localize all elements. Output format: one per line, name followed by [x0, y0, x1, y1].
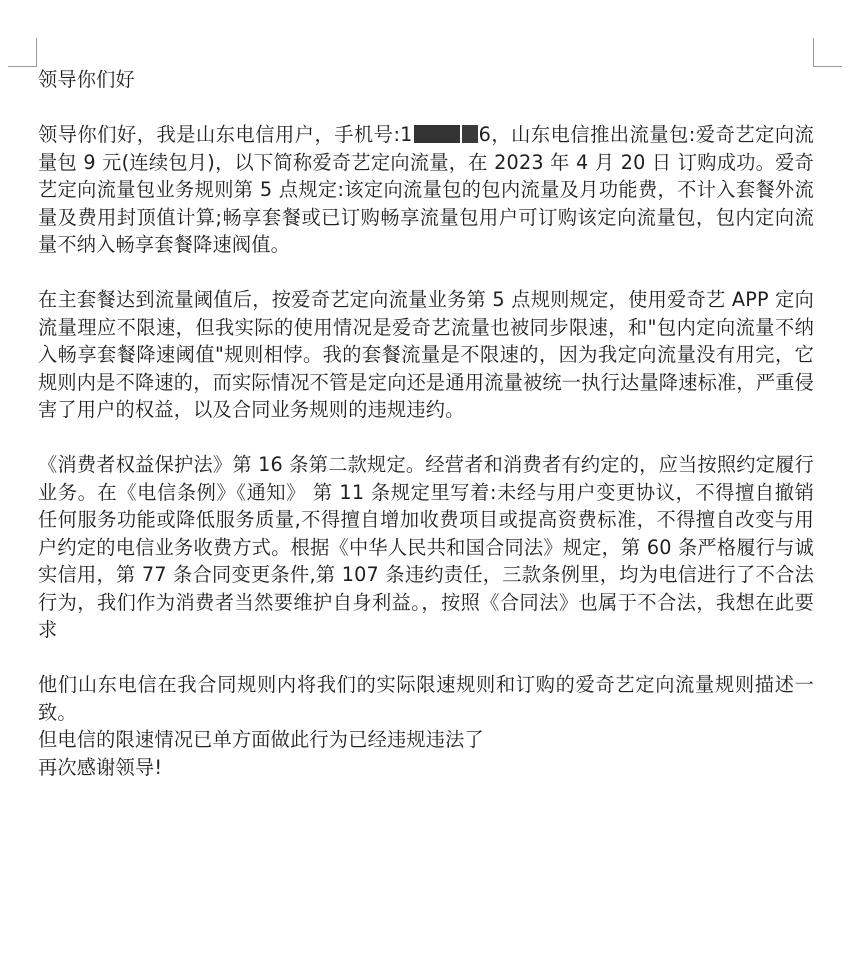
phone-redaction-block — [462, 125, 478, 143]
paragraph-subscription — [38, 121, 814, 259]
paragraph-request: 他们山东电信在我合同规则内将我们的实际限速规则和订购的爱奇艺定向流量规则描述一致。 — [38, 673, 814, 724]
paragraph-throttling-issue: 在主套餐达到流量阈值后，按爱奇艺定向流量业务第 5 点规则规定，使用爱奇艺 APP 定向流量理应不限速，但我实际的使用情况是爱奇艺流量也被同步限速，和"包内定向流量不纳入畅享套餐降速阈值"规则相悖。我的套餐流量是不限速的，因为我定向流量没有用完，它规则内是不降速的，而实际情况不管是定向还是通用流量被统一执行达量降速标准，严重侵害了用户的权益，以及合同业务规则的违规违约。 — [38, 288, 814, 421]
paragraph-violation-statement: 但电信的限速情况已单方面做此行为已经违规违法了 — [38, 728, 484, 751]
paragraph-subscription-rest: 向流量，在 2023 年 4 月 20 日 订购成功。爱奇艺定向流量包业务规则第 5 点规定:该定向流量包的包内流量及月功能费，不计入套餐外流量及费用封顶值计算;畅享套餐或已订购畅享流量包用户可订购该定向流量包，包内定向流量不纳入畅享套餐降速阀值。 — [38, 150, 815, 256]
paragraph-spacer — [38, 424, 814, 452]
document-body — [38, 66, 814, 781]
paragraph-spacer — [38, 94, 814, 122]
paragraph-subscription-middle: ，山东电信推出流量包:爱奇艺定向流量包 9 元(连续包月)，以下简称爱奇艺定 — [38, 123, 814, 174]
paragraph-spacer — [38, 259, 814, 287]
phone-number-tail: 6 — [478, 123, 491, 146]
paragraph-subscription-intro: 领导你们好，我是山东电信用户，手机号:1 — [38, 123, 413, 146]
page-corner-mark-top-right — [813, 38, 842, 67]
paragraph-spacer — [38, 644, 814, 672]
closing-thanks: 再次感谢领导! — [38, 755, 163, 779]
phone-redaction-block — [414, 125, 460, 143]
page-corner-mark-top-left — [8, 38, 37, 67]
paragraph-legal-basis: 《消费者权益保护法》第 16 条第二款规定。经营者和消费者有约定的，应当按照约定履行业务。在《电信条例》《通知》 第 11 条规定里写着:未经与用户变更协议，不得擅自撤销任何服务功能或降低服务质量,不得擅自增加收费项目或提高资费标准，不得擅自改变与用户约定的电信业务收费方式。根据《中华人民共和国合同法》规定，第 60 条严格履行与诚实信用，第 77 条合同变更条件,第 107 条违约责任，三款条例里，均为电信进行了不合法行为，我们作为消费者当然要维护自身利益。，按照《合同法》也属于不合法，我想在此要求 — [38, 453, 814, 641]
greeting-line: 领导你们好 — [38, 68, 135, 91]
